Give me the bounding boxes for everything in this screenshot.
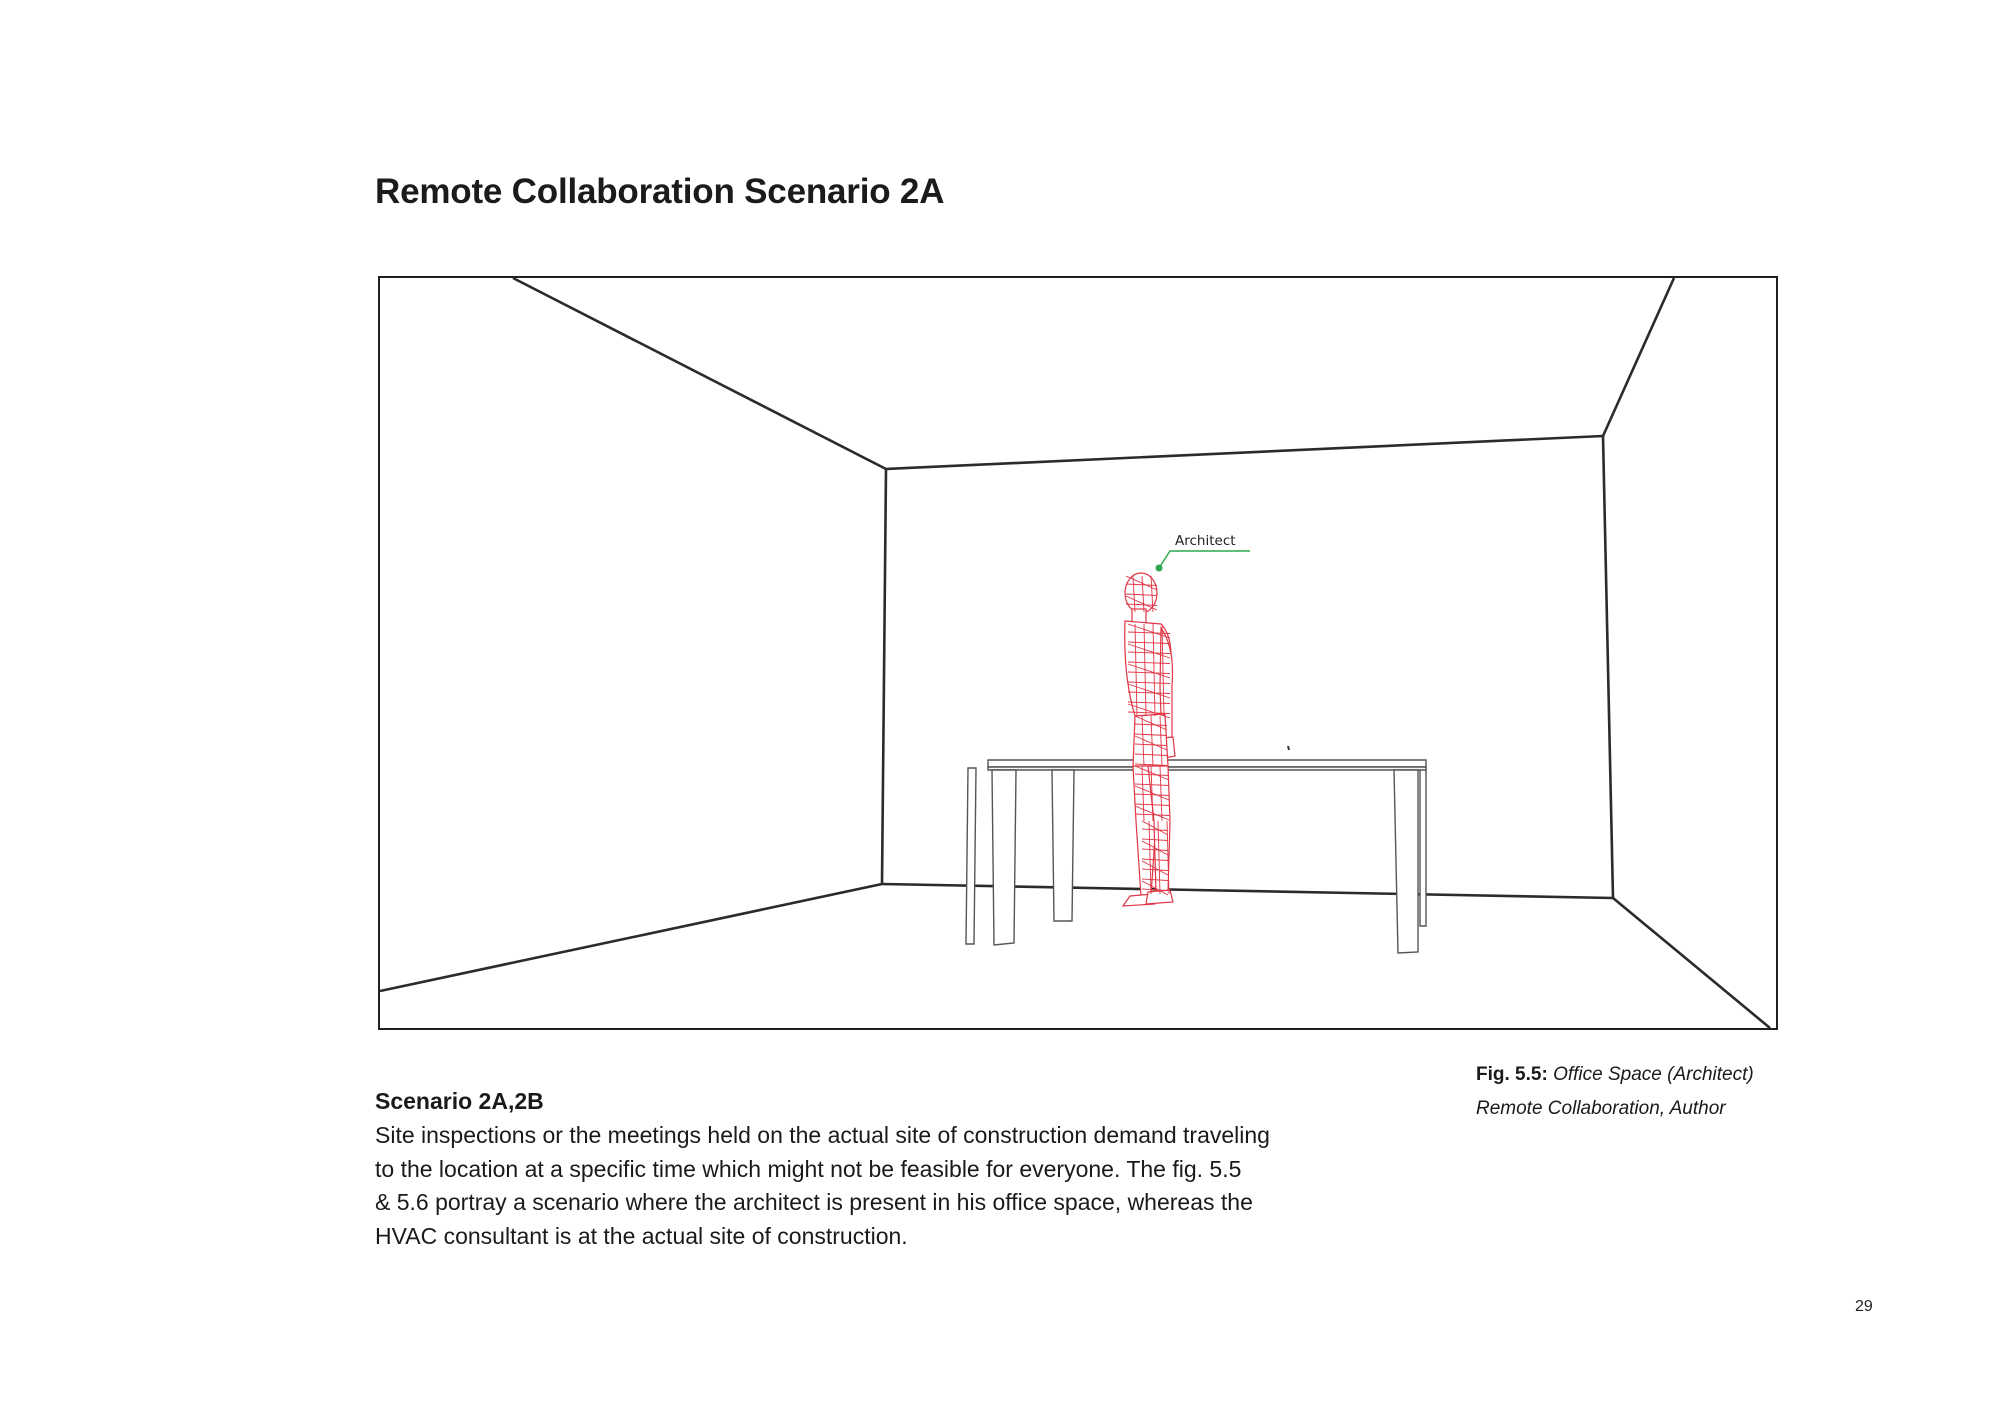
annotation-label: Architect	[1175, 533, 1236, 549]
figure-frame	[379, 277, 1777, 1029]
caption-text-1: Office Space (Architect)	[1553, 1064, 1754, 1085]
table-small-object	[1288, 746, 1289, 750]
figure-office-space	[378, 276, 1779, 1031]
body-line: & 5.6 portray a scenario where the architect is present in his office space, whereas the	[375, 1189, 1253, 1215]
section-heading: Scenario 2A,2B	[375, 1088, 544, 1114]
table-leg-back-right	[1420, 768, 1426, 926]
body-line: HVAC consultant is at the actual site of construction.	[375, 1222, 908, 1249]
caption-line-1	[1476, 1058, 1806, 1092]
table-leg-front-mid	[1052, 770, 1074, 921]
table-leg-front-left	[992, 770, 1016, 945]
room-drawing	[378, 276, 1779, 1031]
table-leg-back-left	[966, 768, 976, 944]
body-line: to the location at a specific time which might not be feasible for everyone. The fig. 5.5	[375, 1155, 1242, 1182]
caption-label: Fig. 5.5:	[1476, 1064, 1548, 1085]
body-line: Site inspections or the meetings held on the actual site of construction demand traveling	[375, 1122, 1270, 1148]
caption-text-2: Remote Collaboration, Author	[1476, 1098, 1726, 1119]
page-title: Remote Collaboration Scenario 2A	[375, 172, 945, 211]
table-leg-front-right	[1394, 770, 1418, 953]
body-paragraph	[375, 1119, 1335, 1253]
table-top	[988, 760, 1426, 767]
page-number: 29	[1855, 1298, 1873, 1315]
figure-caption	[1476, 1058, 1806, 1126]
